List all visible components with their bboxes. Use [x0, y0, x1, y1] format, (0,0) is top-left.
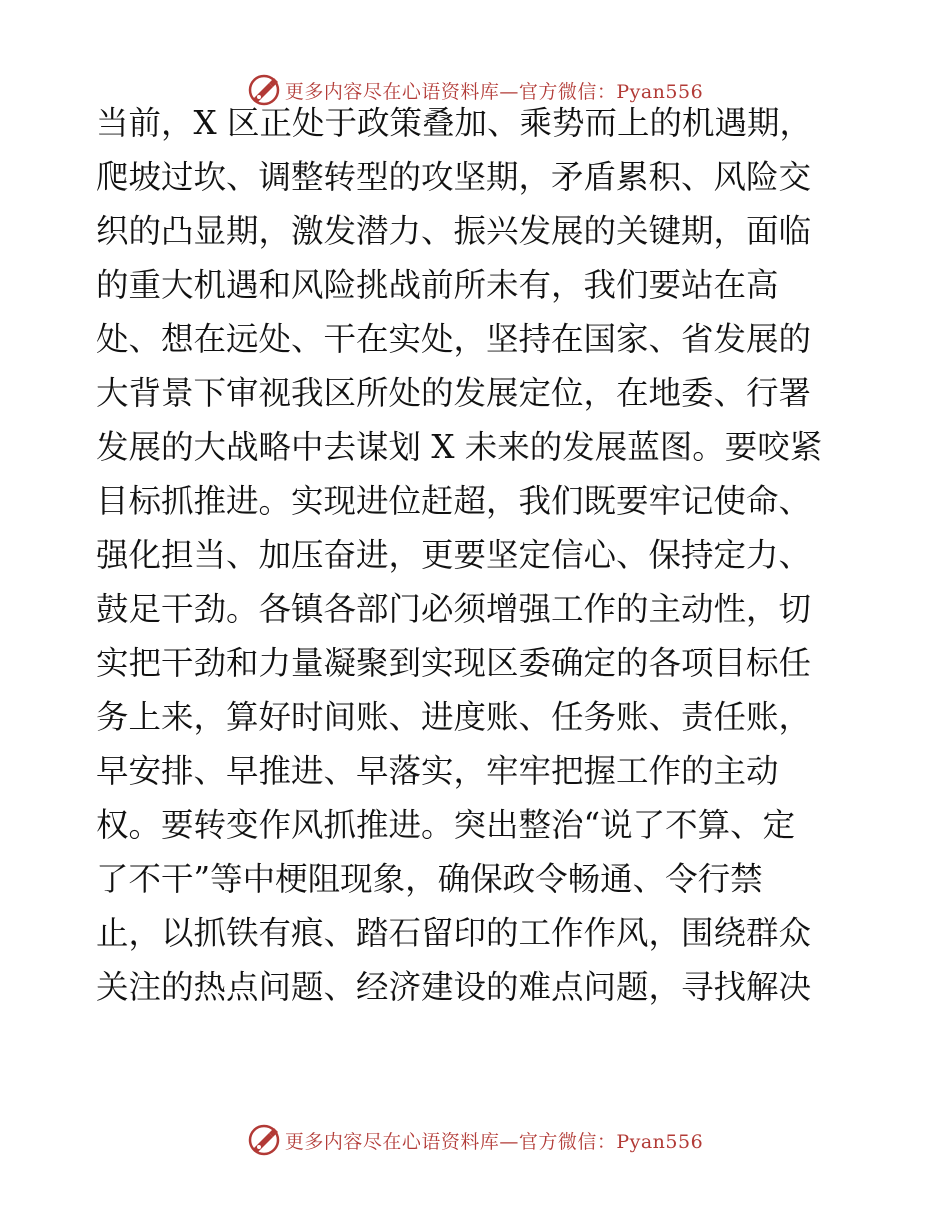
watermark-text: 更多内容尽在心语资料库—官方微信：Pyan556	[284, 1130, 704, 1153]
text-line: 目标抓推进。实现进位赶超，我们既要牢记使命、	[96, 482, 812, 520]
text-line: 权。要转变作风抓推进。突出整治“说了不算、定	[96, 806, 796, 844]
text-line: 发展的大战略中去谋划 X 未来的发展蓝图。要咬紧	[96, 428, 823, 466]
text-line: 关注的热点问题、经济建设的难点问题，寻找解决	[96, 968, 812, 1006]
text-line: 早安排、早推进、早落实，牢牢把握工作的主动	[96, 752, 779, 790]
text-line: 强化担当、加压奋进，更要坚定信心、保持定力、	[96, 536, 812, 574]
text-line: 的重大机遇和风险挑战前所未有，我们要站在高	[96, 266, 779, 304]
text-line: 织的凸显期，激发潜力、振兴发展的关键期，面临	[96, 212, 812, 250]
body-paragraph	[96, 96, 856, 1014]
text-line: 实把干劲和力量凝聚到实现区委确定的各项目标任	[96, 644, 812, 682]
watermark-text: 更多内容尽在心语资料库—官方微信：Pyan556	[284, 80, 704, 103]
text-line: 大背景下审视我区所处的发展定位，在地委、行署	[96, 374, 812, 412]
text-line: 了不干”等中梗阻现象，确保政令畅通、令行禁	[96, 860, 763, 898]
text-line: 止，以抓铁有痕、踏石留印的工作作风，围绕群众	[96, 914, 812, 952]
footer-watermark	[0, 1122, 950, 1158]
text-line: 务上来，算好时间账、进度账、任务账、责任账，	[96, 698, 812, 736]
pen-logo-icon	[247, 1123, 281, 1157]
text-line: 当前，X 区正处于政策叠加、乘势而上的机遇期，	[96, 104, 812, 142]
text-line: 鼓足干劲。各镇各部门必须增强工作的主动性，切	[96, 590, 812, 628]
text-line: 爬坡过坎、调整转型的攻坚期，矛盾累积、风险交	[96, 158, 812, 196]
text-line: 处、想在远处、干在实处，坚持在国家、省发展的	[96, 320, 812, 358]
